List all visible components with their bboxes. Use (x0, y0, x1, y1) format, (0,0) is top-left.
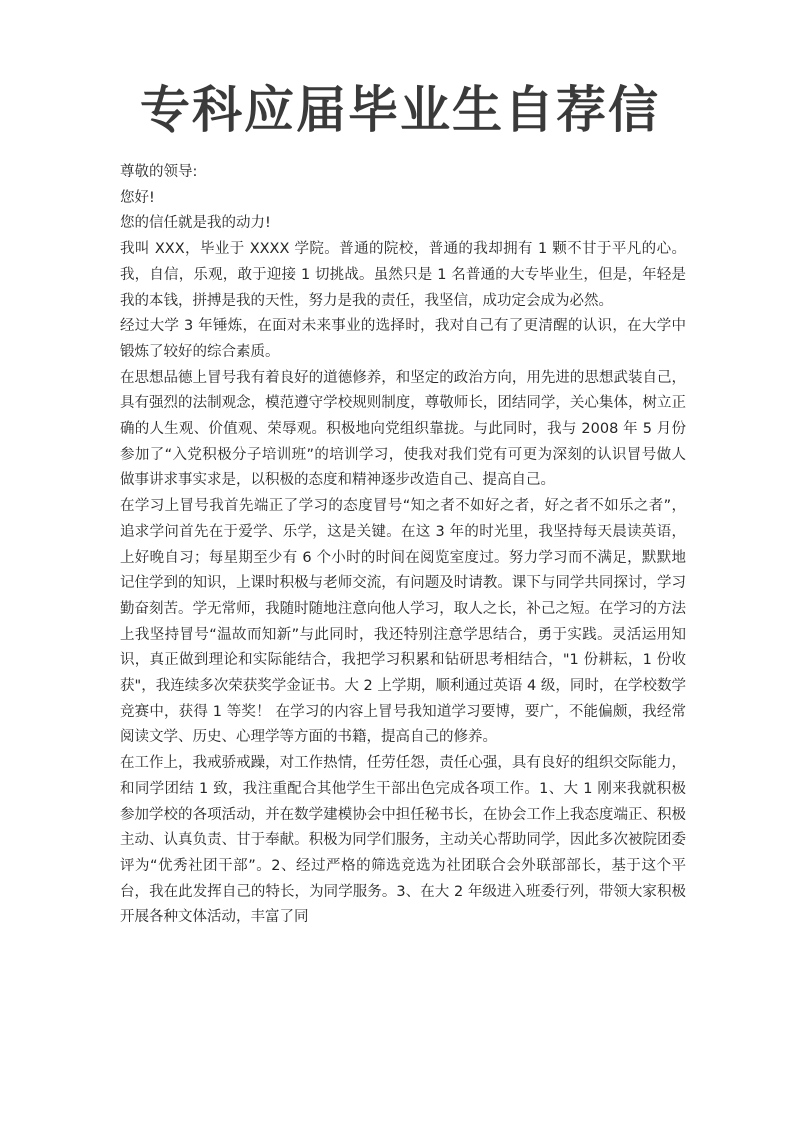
letter-body (120, 160, 686, 931)
paragraph-summary: 经过大学 3 年锤炼，在面对未来事业的选择时，我对自己有了更清醒的认识，在大学中锻炼了较好的综合素质。 (120, 318, 686, 360)
paragraph-work: 在工作上，我戒骄戒躁，对工作热情，任劳任怨，责任心强，具有良好的组织交际能力，和同学团结 1 致，我注重配合其他学生干部出色完成各项工作。1、大 1 刚来我就积极参加学校的各项活动，并在数学建模协会中担任秘书长，在协会工作上我态度端正、积极主动、认真负责、甘于奉献。积极为同学们服务，主动关心帮助同学，因此多次被院团委评为“优秀社团干部”。2、经过严格的筛选竞选为社团联合会外联部部长，基于这个平台，我在此发挥自己的特长，为同学服务。3、在大 2 年级进入班委行列，带领大家积极开展各种文体活动，丰富了同 (120, 755, 686, 926)
paragraph-moral-character: 在思想品德上冒号我有着良好的道德修养，和坚定的政治方向，用先进的思想武装自己，具有强烈的法制观念，模范遵守学校规则制度，尊敬师长，团结同学，关心集体，树立正确的人生观、价值观、荣辱观。积极地向党组织靠拢。与此同时，我与 2008 年 5 月份参加了“入党积极分子培训班”的培训学习，使我对我们党有可更为深刻的认识冒号做人做事讲求事实求是，以积极的态度和精神逐步改造自己、提高自己。 (120, 369, 686, 489)
greeting: 您好! (120, 189, 155, 206)
paragraph-study: 在学习上冒号我首先端正了学习的态度冒号“知之者不如好之者，好之者不如乐之者”，追求学问首先在于爱学、乐学，这是关键。在这 3 年的时光里，我坚持每天晨读英语，上好晚自习；每星期至少有 6 个小时的时间在阅览室度过。努力学习而不满足，默默地记住学到的知识，上课时积极与老师交流，有问题及时请教。课下与同学共同探讨，学习勤奋刻苦。学无常师，我随时随地注意向他人学习，取人之长，补己之短。在学习的方法上我坚持冒号“温故而知新”与此同时，我还特别注意学思结合，勇于实践。灵活运用知识，真正做到理论和实际能结合，我把学习积累和钻研思考相结合，"1 份耕耘，1 份收获"，我连续多次荣获奖学金证书。大 2 上学期，顺利通过英语 4 级，同时，在学校数学竞赛中，获得 1 等奖！ 在学习的内容上冒号我知道学习要博，要广，不能偏颇，我经常阅读文学、历史、心理学等方面的书籍，提高自己的修养。 (120, 498, 686, 746)
paragraph-motto: 您的信任就是我的动力! (120, 215, 271, 232)
document-title: 专科应届毕业生自荐信 (140, 81, 660, 139)
paragraph-introduction: 我叫 XXX，毕业于 XXXX 学院。普通的院校，普通的我却拥有 1 颗不甘于平凡的心。我，自信，乐观，敢于迎接 1 切挑战。虽然只是 1 名普通的大专毕业生，但是，年轻是我的本钱，拼搏是我的天性，努力是我的责任，我坚信，成功定会成为必然。 (120, 241, 686, 309)
salutation: 尊敬的领导: (120, 164, 198, 180)
